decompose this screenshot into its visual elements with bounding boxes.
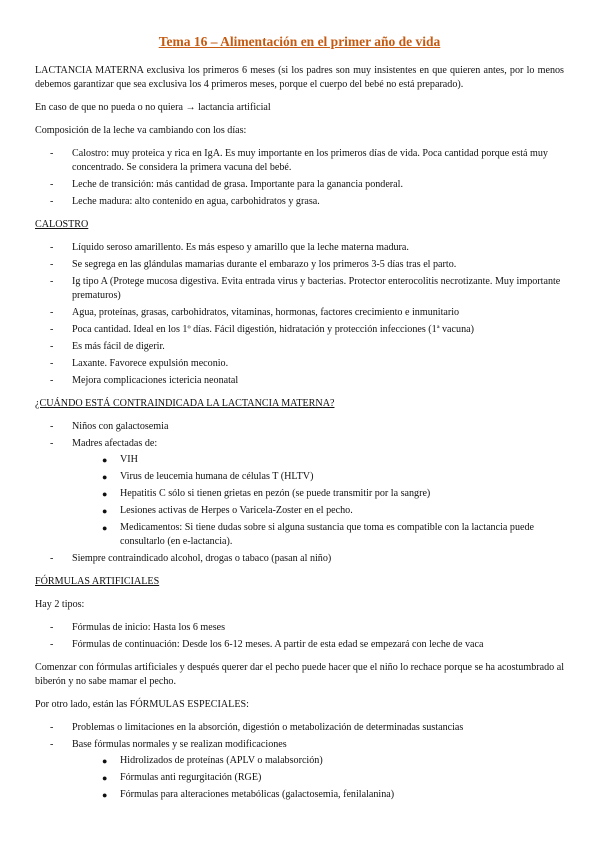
sublist-item: ● VIH (102, 454, 138, 465)
list-item: - Ig tipo A (Protege mucosa digestiva. Evita entrada virus y bacterias. Protector enterocolitis necrotizante. Muy importante prematuros) (50, 276, 561, 301)
sublist-item: ● Hepatitis C sólo si tienen grietas en pezón (se puede transmitir por la sangre) (102, 488, 431, 499)
list-item: - Leche madura: alto contenido en agua, carbohidratos y grasa. (50, 196, 320, 207)
section-heading-calostro: CALOSTRO (35, 219, 89, 230)
list-item: - Laxante. Favorece expulsión meconio. (50, 358, 229, 369)
list-item: - Mejora complicaciones ictericia neonatal (50, 375, 239, 386)
list-item: - Siempre contraindicado alcohol, drogas o tabaco (pasan al niño) (50, 553, 332, 564)
bullet-icon: ● (102, 506, 108, 516)
especiales-intro: Por otro lado, están las FÓRMULAS ESPECIALES: (35, 699, 249, 710)
sublist-item: ● Medicamentos: Si tiene dudas sobre si alguna sustancia que toma es compatible con la lactancia puede consultarlo (en e-lactancia). (102, 522, 534, 547)
sublist-item: ● Hidrolizados de proteínas (APLV o malabsorción) (102, 755, 323, 766)
formulas-list (35, 621, 564, 652)
list-item: - Niños con galactosemia (50, 421, 169, 432)
calostro-list (35, 241, 564, 388)
list-item: - Se segrega en las glándulas mamarias durante el embarazo y los primeros 3-5 días tras el parto. (50, 259, 457, 270)
sublist-item: ● Fórmulas para alteraciones metabólicas (galactosemia, fenilalanina) (102, 789, 395, 800)
section-heading-formulas: FÓRMULAS ARTIFICIALES (35, 576, 160, 587)
bullet-icon: ● (102, 489, 108, 499)
composition-intro: Composición de la leche va cambiando con los días: (35, 125, 247, 136)
bullet-icon: ● (102, 790, 108, 800)
list-item: - Fórmulas de continuación: Desde los 6-12 meses. A partir de esta edad se empezará con leche de vaca (50, 639, 484, 650)
especiales-list (35, 721, 564, 802)
page-title: Tema 16 – Alimentación en el primer año de vida (158, 34, 441, 49)
list-item: - Madres afectadas de: ● VIH ● Virus de leucemia humana de células T (HLTV) ● Hepatitis C sólo si tienen grietas en pezón (se puede transmitir por la sangre) ● Lesiones activas de Herpes o Varicela-Zoster en el pecho. ● Medicamentos: Si tiene dudas sobre si alguna sustancia que toma es compatible con la lactancia puede consultarlo (en e-lactancia). (35, 437, 564, 549)
especiales-sublist (72, 754, 564, 802)
bullet-icon: ● (102, 472, 108, 482)
section-heading-contraindicada: ¿CUÁNDO ESTÁ CONTRAINDICADA LA LACTANCIA MATERNA? (35, 398, 335, 409)
sublist-item: ● Fórmulas anti regurgitación (RGE) (102, 772, 262, 783)
list-item: - Calostro: muy proteica y rica en IgA. Es muy importante en los primeros días de vida. Poca cantidad porque está muy concentrado. Se considera la primera vacuna del bebé. (50, 148, 548, 173)
composition-list (35, 147, 564, 209)
list-item: - Fórmulas de inicio: Hasta los 6 meses (50, 622, 226, 633)
contraindicada-list (35, 420, 564, 566)
list-item: - Problemas o limitaciones en la absorción, digestión o metabolización de determinadas sustancias (50, 722, 464, 733)
list-item: - Leche de transición: más cantidad de grasa. Importante para la ganancia ponderal. (50, 179, 403, 190)
list-item: - Poca cantidad. Ideal en los 1º días. Fácil digestión, hidratación y protección infecciones (1ª vacuna) (50, 324, 474, 335)
sublist-item: ● Lesiones activas de Herpes o Varicela-Zoster en el pecho. (102, 505, 353, 516)
bullet-icon: ● (102, 523, 108, 533)
intro-paragraph: LACTANCIA MATERNA exclusiva los primeros 6 meses (si los padres son muy insistentes en que quieren antes, por lo menos debemos garantizar que sea exclusiva los 4 primeros meses, porque el cuerpo del bebé no está preparado). (35, 65, 564, 90)
list-item: - Agua, proteínas, grasas, carbohidratos, vitaminas, hormonas, factores crecimiento e inmunitario (50, 307, 460, 318)
bullet-icon: ● (102, 756, 108, 766)
madres-sublist (72, 453, 564, 549)
formulas-note: Comenzar con fórmulas artificiales y después querer dar el pecho puede hacer que el niño lo rechace porque se ha acostumbrado al biberón y no sabe mamar el pecho. (35, 662, 564, 687)
artificial-note: En caso de que no pueda o no quiera → lactancia artificial (35, 102, 271, 113)
formulas-intro: Hay 2 tipos: (35, 599, 85, 610)
list-item: - Es más fácil de digerir. (50, 341, 165, 352)
bullet-icon: ● (102, 773, 108, 783)
list-item: - Base fórmulas normales y se realizan modificaciones ● Hidrolizados de proteínas (APLV o malabsorción) ● Fórmulas anti regurgitación (RGE) ● Fórmulas para alteraciones metabólicas (galactosemia, fenilalanina) (35, 738, 564, 802)
list-item: - Líquido seroso amarillento. Es más espeso y amarillo que la leche materna madura. (50, 242, 409, 253)
sublist-item: ● Virus de leucemia humana de células T (HLTV) (102, 471, 314, 482)
bullet-icon: ● (102, 455, 108, 465)
